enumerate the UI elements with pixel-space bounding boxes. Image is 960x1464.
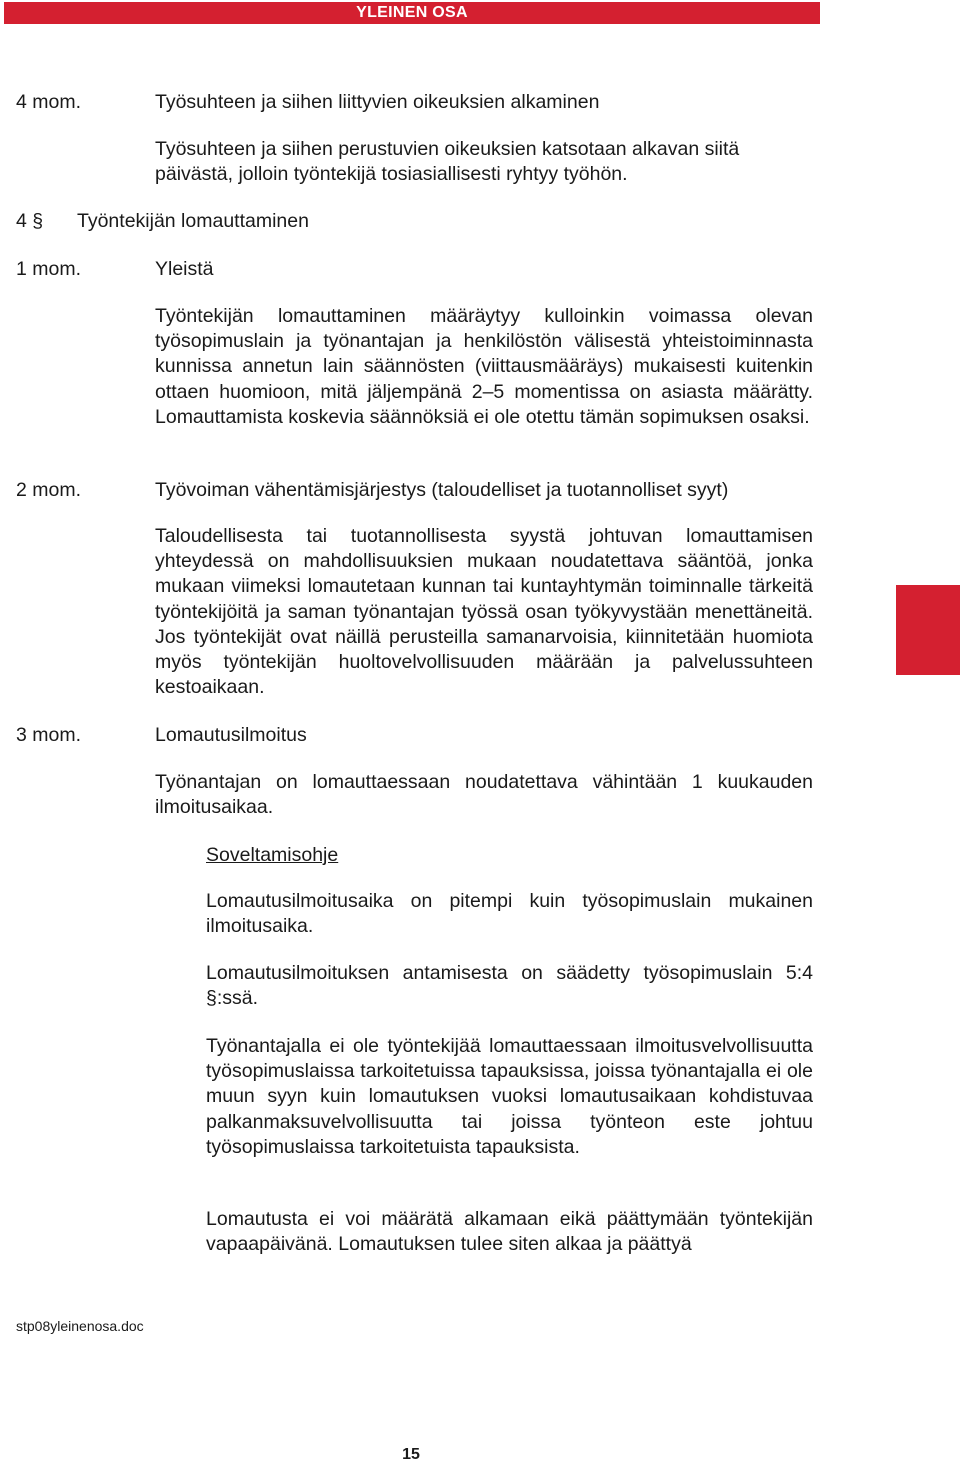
mom-heading: Lomautusilmoitus [155, 724, 307, 746]
guidance-title: Soveltamisohje [206, 844, 339, 866]
mom-heading: Työvoiman vähentämisjärjestys (taloudelliset ja tuotannolliset syyt) [155, 479, 729, 501]
mom-heading: Yleistä [155, 258, 214, 280]
page-number: 15 [402, 1446, 420, 1463]
guidance-paragraph: Lomautusilmoituksen antamisesta on säädetty työsopimuslain 5:4 §:ssä. [206, 962, 813, 1010]
mom-label: 2 mom. [16, 479, 82, 501]
mom-body: Työnantajan on lomauttaessaan noudatettava vähintään 1 kuukauden ilmoitusaikaa. [155, 771, 813, 819]
mom-label: 1 mom. [16, 258, 82, 280]
guidance-paragraph: Lomautusilmoitusaika on pitempi kuin työsopimuslain mukainen ilmoitusaika. [206, 890, 813, 938]
mom-heading: Työsuhteen ja siihen liittyvien oikeuksien alkaminen [155, 91, 600, 113]
chapter-number: 4 § [16, 210, 44, 232]
section-header-bar: YLEINEN OSA [4, 2, 820, 24]
side-section-tab [896, 585, 960, 675]
guidance-paragraph: Lomautusta ei voi määrätä alkamaan eikä päättymään työntekijän vapaapäivänä. Lomautuksen tulee siten alkaa ja päättyä [206, 1208, 813, 1256]
footer-filename: stp08yleinenosa.doc [16, 1318, 144, 1334]
mom-body: Työsuhteen ja siihen perustuvien oikeuksien katsotaan alkavan siitä päivästä, jolloin työntekijä tosiasiallisesti ryhtyy työhön. [155, 138, 740, 186]
guidance-paragraph: Työnantajalla ei ole työntekijää lomauttaessaan ilmoitusvelvollisuutta työsopimuslaissa tarkoitetuissa tapauksissa, joissa työnantajalla ei ole muun syyn kuin lomautuksen vuoksi lomautusaikaan kohdistuvaa palkanmaksuvelvollisuutta tai joissa työnteon este johtuu työsopimuslaissa tarkoitetuista tapauksista. [206, 1035, 813, 1158]
mom-body: Työntekijän lomauttaminen määräytyy kulloinkin voimassa olevan työsopimuslain ja työnantajan ja henkilöstön välisestä yhteistoiminnasta kunnissa annetun lain säännösten (viittausmääräys) mukaisesti kuitenkin ottaen huomioon, mitä jäljempänä 2–5 momentissa on asiasta määrätty. Lomauttamista koskevia säännöksiä ei ole otettu tämän sopimuksen osaksi. [155, 305, 813, 428]
chapter-title: Työntekijän lomauttaminen [77, 210, 309, 232]
mom-label: 3 mom. [16, 724, 82, 746]
mom-body: Taloudellisesta tai tuotannollisesta syystä johtuvan lomauttamisen yhteydessä on mahdollisuuksien mukaan noudatettava sääntöä, jonka mukaan viimeksi lomautetaan kunnan tai kuntayhtymän toiminnalle tärkeitä työntekijöitä ja saman työnantajan työssä osan työkyvystään menettäneitä. Jos työntekijät ovat näillä perusteilla samanarvoisia, kiinnitetään huomiota myös työntekijän huoltovelvollisuuden määrään ja palvelussuhteen kestoaikaan. [155, 525, 813, 699]
mom-label: 4 mom. [16, 91, 82, 113]
